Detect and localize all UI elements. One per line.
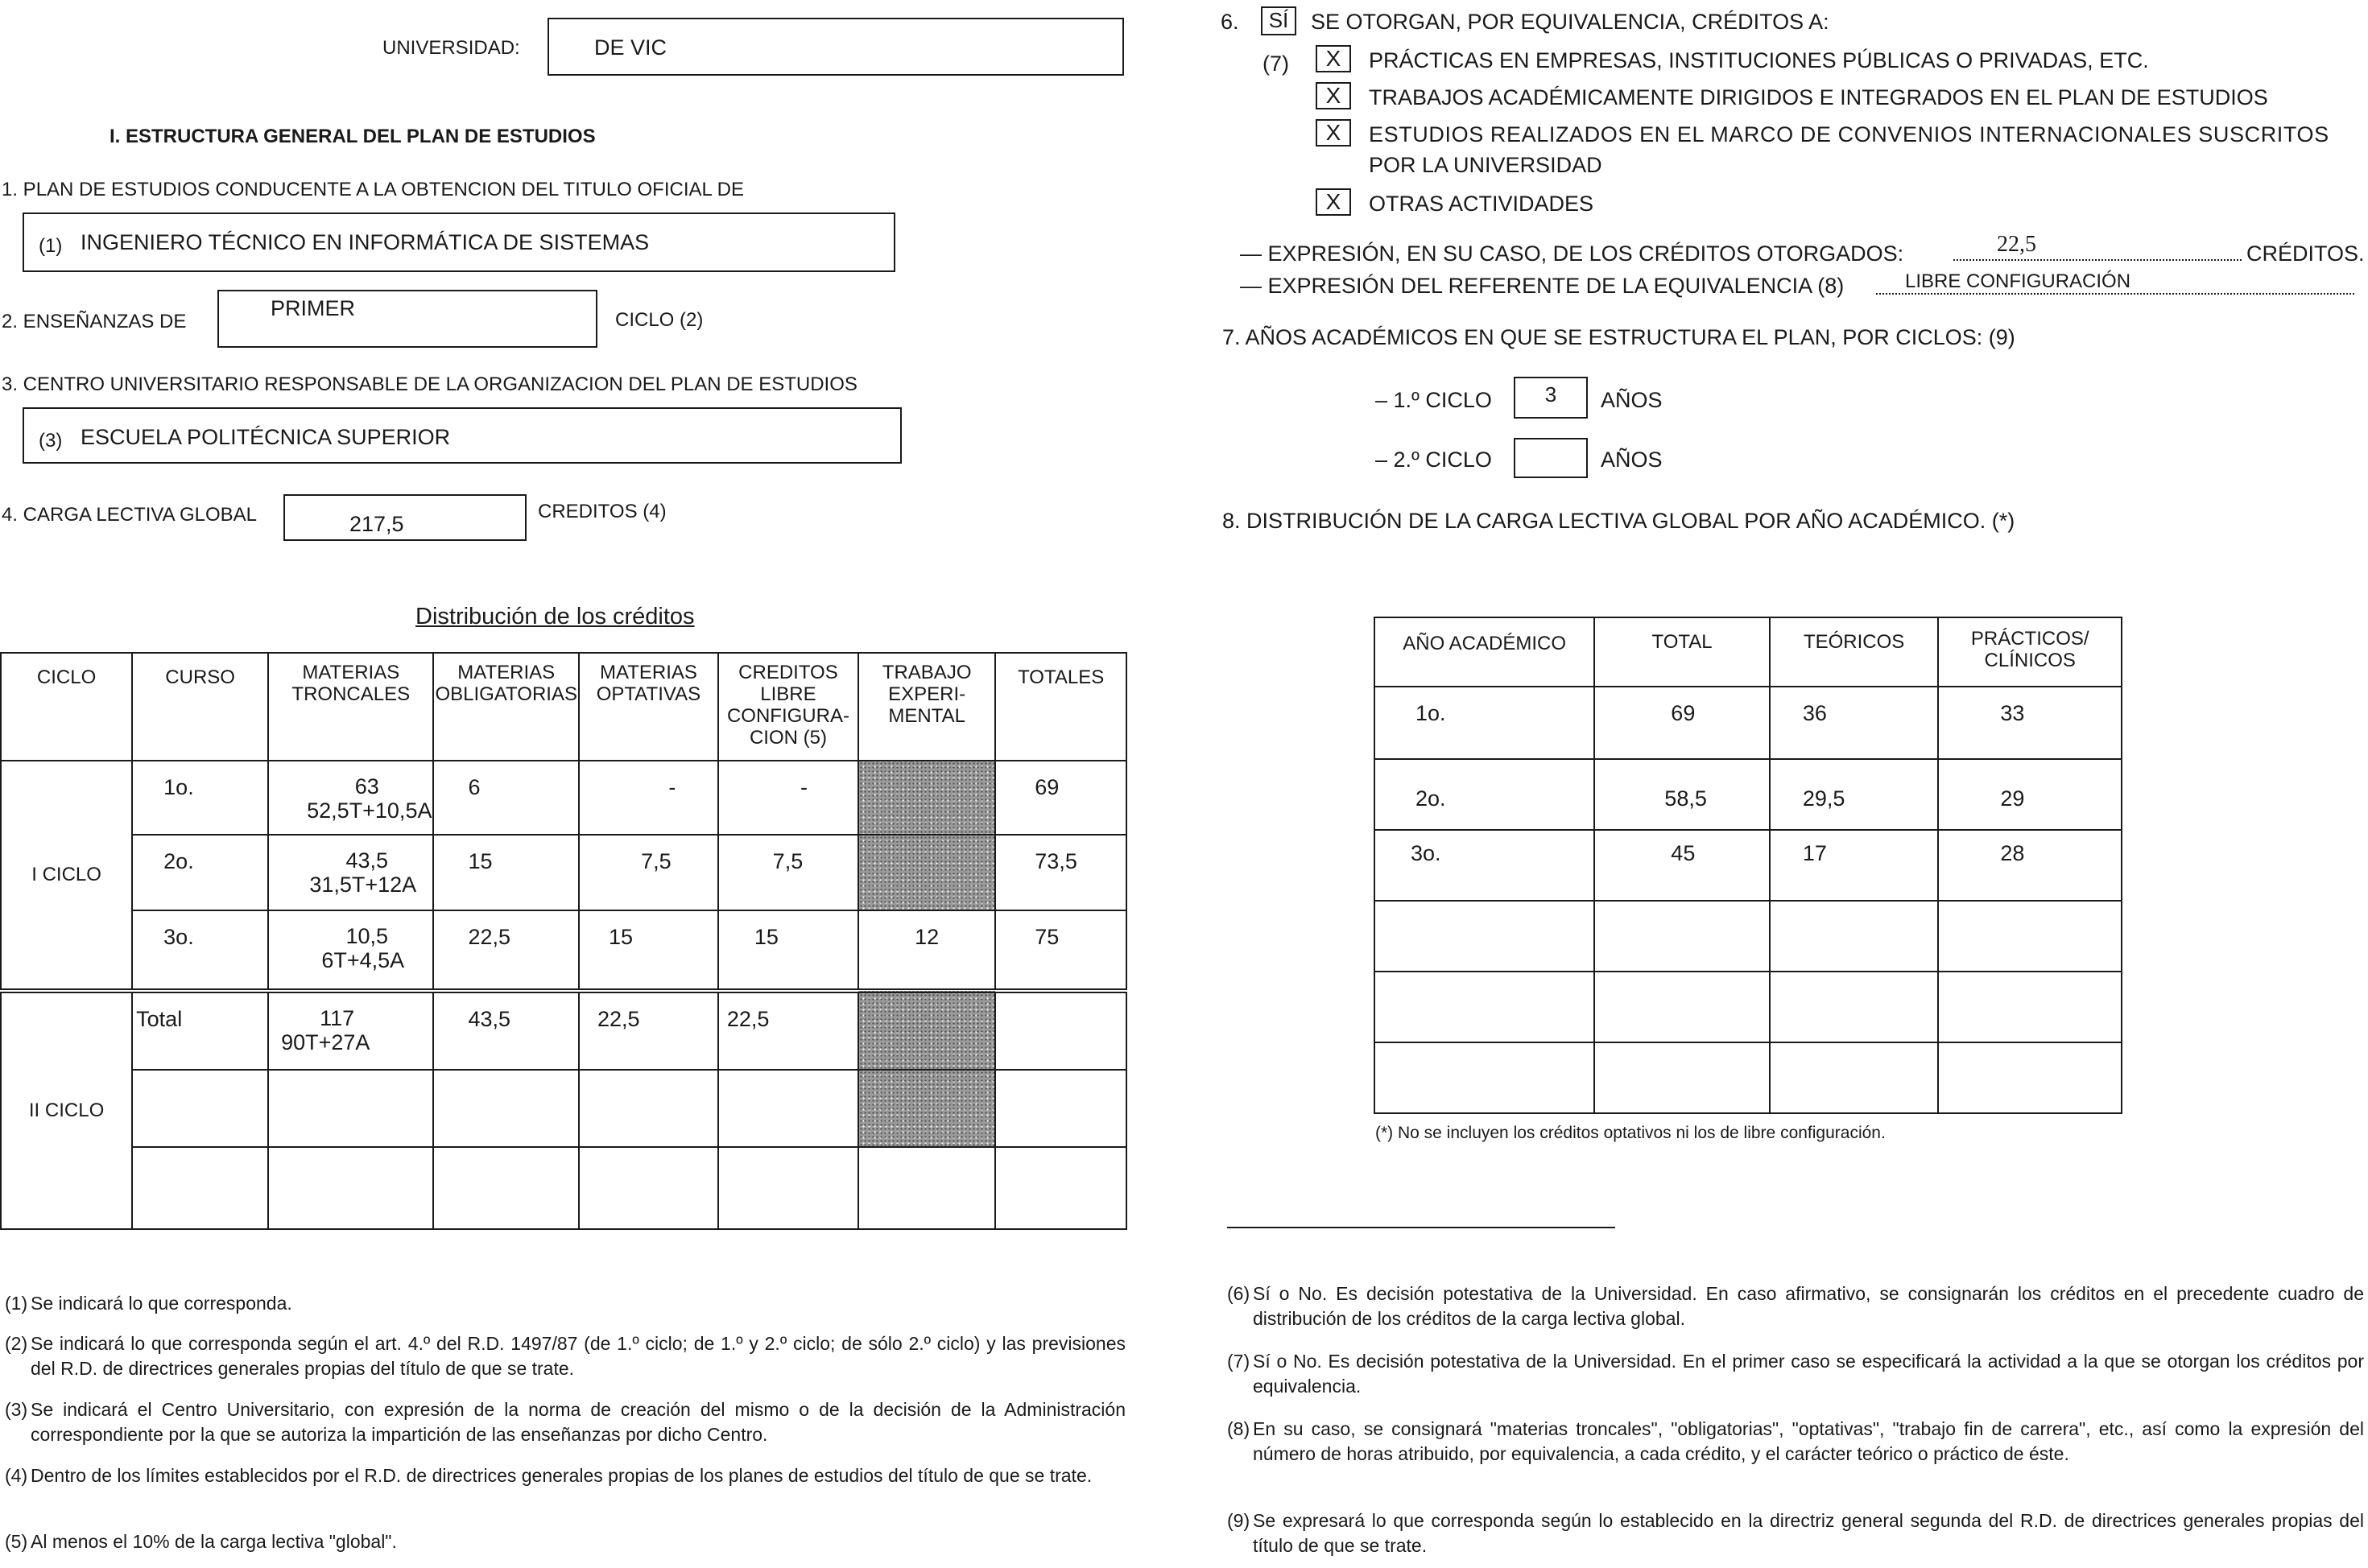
header-optativas: MATERIAS OPTATIVAS (579, 653, 718, 761)
empty-cell (132, 1147, 268, 1229)
trabajo-shaded-cell (858, 835, 995, 910)
teoricos-cell: 17 (1770, 830, 1939, 901)
item4-label: 4. CARGA LECTIVA GLOBAL (2, 504, 258, 526)
item6-text: SE OTORGAN, POR EQUIVALENCIA, CRÉDITOS A: (1311, 10, 1829, 34)
practicos-cell: 33 (1938, 687, 2122, 759)
item7-label: 7. AÑOS ACADÉMICOS EN QUE SE ESTRUCTURA EL PLAN, POR CICLOS: (9) (1222, 325, 2015, 349)
empty-cell (1938, 901, 2122, 972)
footnote-divider (1227, 1227, 1615, 1228)
totales-cell (995, 991, 1126, 1070)
item6-num: 6. (1221, 10, 1239, 34)
section-title: I. ESTRUCTURA GENERAL DEL PLAN DE ESTUDIOS (110, 126, 596, 147)
totales-cell: 75 (995, 910, 1126, 991)
ciclo1-cell: I CICLO (1, 761, 132, 991)
trabajo-shaded-cell (858, 1070, 995, 1147)
table-row (1, 761, 1126, 835)
item3-label: 3. CENTRO UNIVERSITARIO RESPONSABLE DE LA ORGANIZACION DEL PLAN DE ESTUDIOS (2, 373, 858, 395)
table-row (1374, 901, 2122, 972)
optativas-cell: 7,5 (579, 835, 718, 910)
header-practicos: PRÁCTICOS/ CLÍNICOS (1938, 617, 2122, 687)
dotted-line (1876, 293, 2354, 295)
header-total: TOTAL (1594, 617, 1770, 687)
opt-convenios-line1: ESTUDIOS REALIZADOS EN EL MARCO DE CONVENIOS INTERNACIONALES SUSCRITOS (1369, 122, 2329, 146)
teoricos-cell: 36 (1770, 687, 1939, 759)
year-header-row (1374, 617, 2122, 687)
centro-field (23, 407, 902, 464)
checkbox-trabajos[interactable]: X (1316, 82, 1351, 109)
opt-practicas: PRÁCTICAS EN EMPRESAS, INSTITUCIONES PÚBLICAS O PRIVADAS, ETC. (1369, 48, 2149, 72)
header-totales: TOTALES (995, 653, 1126, 761)
practicos-cell: 28 (1938, 830, 2122, 901)
carga-field (283, 494, 527, 541)
empty-cell (995, 1070, 1126, 1147)
universidad-value: DE VIC (594, 35, 667, 60)
item2-suffix: CICLO (2) (615, 309, 704, 331)
ciclo2-label: – 2.º CICLO (1375, 448, 1492, 472)
credits-table (0, 652, 1127, 1230)
item8-label: 8. DISTRIBUCIÓN DE LA CARGA LECTIVA GLOBAL POR AÑO ACADÉMICO. (*) (1222, 509, 2015, 533)
ciclo2-anos-field (1514, 438, 1588, 478)
empty-cell (718, 1070, 858, 1147)
header-trabajo-experimental: TRABAJO EXPERI- MENTAL (858, 653, 995, 761)
table-row (1374, 1042, 2122, 1113)
empty-cell (1374, 901, 1594, 972)
table-row (1374, 687, 2122, 759)
table-row (1, 1070, 1126, 1147)
footnote-8: (8) En su caso, se consignará "materias troncales", "obligatorias", "optativas", "trabajo fin de carrera", etc., así como la expresión del número de horas atribuido, por equivalencia, a cada crédito, y el carácter teórico o práctico de éste. (1227, 1418, 2364, 1464)
table-row (1374, 830, 2122, 901)
libre-cell: - (718, 761, 858, 835)
troncales-cell: 63 52,5T+10,5A (268, 761, 433, 835)
header-curso: CURSO (132, 653, 268, 761)
header-libre-configuracion: CREDITOS LIBRE CONFIGURA- CION (5) (718, 653, 858, 761)
empty-cell (1938, 1042, 2122, 1113)
titulo-value: INGENIERO TÉCNICO EN INFORMÁTICA DE SISTEMAS (81, 230, 650, 254)
ano-cell: 1o. (1374, 687, 1594, 759)
teoricos-cell: 29,5 (1770, 759, 1939, 830)
centro-value: ESCUELA POLITÉCNICA SUPERIOR (81, 425, 451, 449)
libre-cell: 22,5 (718, 991, 858, 1070)
optativas-cell: 22,5 (579, 991, 718, 1070)
item6-ref: (7) (1263, 52, 1289, 76)
expr-referente-value: LIBRE CONFIGURACIÓN (1905, 270, 2131, 292)
header-troncales: MATERIAS TRONCALES (268, 653, 433, 761)
obligatorias-cell: 6 (433, 761, 579, 835)
footnote-2: (2) Se indicará lo que corresponda según el art. 4.º del R.D. 1497/87 (de 1.º ciclo; de 1.º y 2.º ciclo; de sólo 2.º ciclo) y las previsiones del R.D. de directrices generales propias del título de que se trate. (5, 1333, 1126, 1379)
expr-creditos-label: — EXPRESIÓN, EN SU CASO, DE LOS CRÉDITOS OTORGADOS: (1240, 241, 1904, 266)
item1-num: (1) (39, 235, 63, 257)
universidad-label: UNIVERSIDAD: (382, 37, 520, 59)
ciclo-value: PRIMER (271, 296, 356, 320)
carga-value: 217,5 (349, 512, 404, 536)
footnote-1: (1) Se indicará lo que corresponda. (5, 1293, 292, 1314)
expr-creditos-value: 22,5 (1997, 232, 2036, 257)
header-ano: AÑO ACADÉMICO (1374, 617, 1594, 687)
item3-num: (3) (39, 430, 63, 452)
header-teoricos: TEÓRICOS (1770, 617, 1939, 687)
ciclo1-anos-field: 3 (1514, 377, 1588, 419)
empty-cell (718, 1147, 858, 1229)
ciclo2-cell: II CICLO (1, 991, 132, 1229)
empty-cell (1770, 901, 1939, 972)
empty-cell (1594, 1042, 1770, 1113)
empty-cell (1770, 1042, 1939, 1113)
table-row (1374, 972, 2122, 1042)
footnote-5: (5) Al menos el 10% de la carga lectiva "global". (5, 1531, 397, 1552)
empty-cell (1594, 972, 1770, 1042)
totales-cell: 69 (995, 761, 1126, 835)
anos-label: AÑOS (1601, 388, 1663, 412)
checkbox-convenios[interactable]: X (1316, 119, 1351, 146)
table-row (1, 910, 1126, 991)
totales-cell: 73,5 (995, 835, 1126, 910)
empty-cell (858, 1147, 995, 1229)
credits-header-row (1, 653, 1126, 761)
trabajo-cell: 12 (858, 910, 995, 991)
libre-cell: 7,5 (718, 835, 858, 910)
empty-cell (268, 1070, 433, 1147)
empty-cell (433, 1147, 579, 1229)
curso-cell: 2o. (132, 835, 268, 910)
ano-cell: 3o. (1374, 830, 1594, 901)
footnote-9: (9) Se expresará lo que corresponda según lo establecido en la directriz general segunda del R.D. de directrices generales propias del título de que se trate. (1227, 1510, 2364, 1556)
trabajo-shaded-cell (858, 991, 995, 1070)
footnote-3: (3) Se indicará el Centro Universitario, con expresión de la norma de creación del mismo o de la decisión de la Administración correspondiente por la que se autoriza la impartición de las enseñanzas por dicho Centro. (5, 1399, 1126, 1445)
expr-creditos-suffix: CRÉDITOS. (2246, 241, 2365, 266)
checkbox-practicas[interactable]: X (1316, 45, 1351, 72)
item1-label: 1. PLAN DE ESTUDIOS CONDUCENTE A LA OBTENCION DEL TITULO OFICIAL DE (2, 179, 744, 200)
empty-cell (433, 1070, 579, 1147)
empty-cell (268, 1147, 433, 1229)
header-obligatorias: MATERIAS OBLIGATORIAS (433, 653, 579, 761)
item4-suffix: CREDITOS (4) (538, 501, 667, 522)
distribution-title: Distribución de los créditos (415, 604, 695, 629)
optativas-cell: 15 (579, 910, 718, 991)
obligatorias-cell: 22,5 (433, 910, 579, 991)
dotted-line (1953, 259, 2242, 261)
footnote-4: (4) Dentro de los límites establecidos por el R.D. de directrices generales propias de los planes de estudios del título de que se trate. (5, 1465, 1093, 1486)
table-row (1, 835, 1126, 910)
table-row (1, 1147, 1126, 1229)
curso-cell: Total (132, 991, 268, 1070)
table-row (1, 991, 1126, 1070)
total-cell: 58,5 (1594, 759, 1770, 830)
empty-cell (1594, 901, 1770, 972)
curso-cell: 3o. (132, 910, 268, 991)
empty-cell (1938, 972, 2122, 1042)
item2-label: 2. ENSEÑANZAS DE (2, 311, 187, 332)
curso-cell: 1o. (132, 761, 268, 835)
obligatorias-cell: 43,5 (433, 991, 579, 1070)
empty-cell (1374, 1042, 1594, 1113)
ciclo1-label: – 1.º CICLO (1375, 388, 1492, 412)
libre-cell: 15 (718, 910, 858, 991)
total-cell: 45 (1594, 830, 1770, 901)
table-row (1374, 759, 2122, 830)
universidad-field (548, 18, 1124, 76)
si-box: SÍ (1261, 6, 1296, 35)
expr-referente-label: — EXPRESIÓN DEL REFERENTE DE LA EQUIVALENCIA (8) (1240, 274, 1845, 298)
troncales-cell: 43,5 31,5T+12A (268, 835, 433, 910)
empty-cell (579, 1147, 718, 1229)
opt-otras: OTRAS ACTIVIDADES (1369, 192, 1594, 216)
troncales-cell: 10,5 6T+4,5A (268, 910, 433, 991)
empty-cell (579, 1070, 718, 1147)
empty-cell (1770, 972, 1939, 1042)
checkbox-otras[interactable]: X (1316, 188, 1351, 216)
empty-cell (995, 1147, 1126, 1229)
optativas-cell: - (579, 761, 718, 835)
total-cell: 69 (1594, 687, 1770, 759)
opt-convenios-line2: POR LA UNIVERSIDAD (1369, 153, 1602, 177)
trabajo-shaded-cell (858, 761, 995, 835)
practicos-cell: 29 (1938, 759, 2122, 830)
opt-trabajos: TRABAJOS ACADÉMICAMENTE DIRIGIDOS E INTEGRADOS EN EL PLAN DE ESTUDIOS (1369, 85, 2268, 109)
obligatorias-cell: 15 (433, 835, 579, 910)
anos-label: AÑOS (1601, 448, 1663, 472)
empty-cell (1374, 972, 1594, 1042)
year-table (1374, 617, 2122, 1114)
ano-cell: 2o. (1374, 759, 1594, 830)
header-ciclo: CICLO (1, 653, 132, 761)
empty-cell (132, 1070, 268, 1147)
troncales-cell: 117 90T+27A (268, 991, 433, 1070)
table-note: (*) No se incluyen los créditos optativos ni los de libre configuración. (1375, 1124, 1886, 1142)
footnote-7: (7) Sí o No. Es decisión potestativa de la Universidad. En el primer caso se especificará la actividad a la que se otorgan los créditos por equivalencia. (1227, 1351, 2364, 1397)
titulo-field (23, 213, 895, 272)
ciclo-field (217, 290, 597, 348)
footnote-6: (6) Sí o No. Es decisión potestativa de la Universidad. En caso afirmativo, se consignarán los créditos en el precedente cuadro de distribución de los créditos de la carga lectiva global. (1227, 1283, 2364, 1329)
